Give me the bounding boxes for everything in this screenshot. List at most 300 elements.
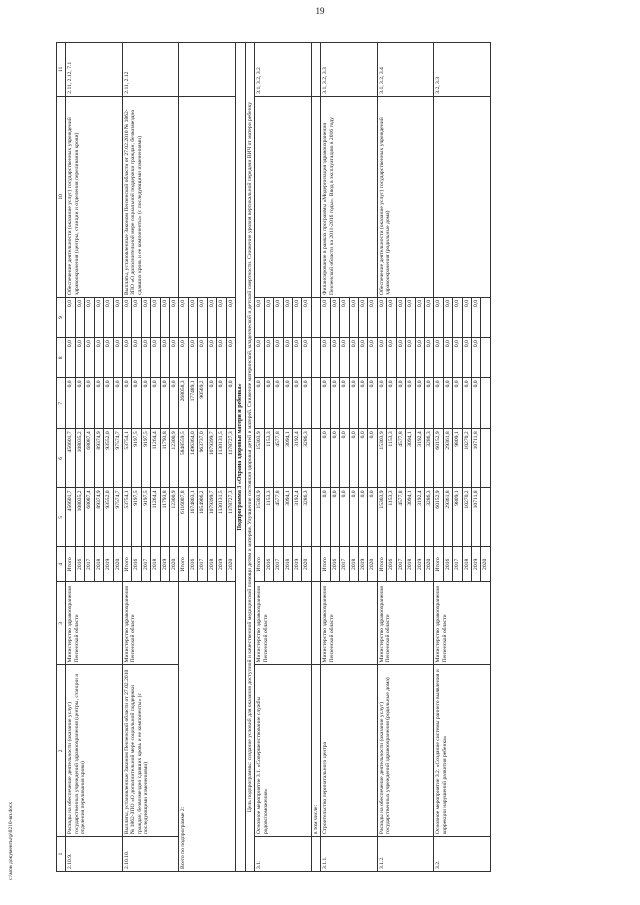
row-result: Финансирование в рамках программы «Модернизация здравоохранения Пензенской области на 2011-2016 годы». Ввод в эксплуатацию в 2016 году: [321, 96, 378, 297]
value-cell: 3286,3: [424, 488, 433, 547]
value-cell: 10711,8: [472, 429, 481, 488]
value-cell: 0,0: [358, 429, 367, 488]
program-title: Подпрограмма 3 «Охрана здоровья матери и ребенка»: [236, 43, 246, 872]
value-cell: 108035,2: [75, 429, 84, 488]
empty-cell: [179, 43, 236, 97]
value-cell: 1130131,5: [217, 488, 226, 547]
footer: [8, 600, 18, 880]
row-year: 2017: [85, 547, 94, 582]
value-cell: 68087,4: [85, 429, 94, 488]
value-cell: 11264,4: [151, 429, 160, 488]
value-cell: 1079399,7: [207, 429, 216, 488]
value-cell: 0,0: [188, 338, 197, 378]
value-cell: 0,0: [387, 297, 396, 337]
row-year: 2016: [75, 547, 84, 582]
table-row: [434, 43, 443, 872]
value-cell: 0,0: [462, 378, 471, 429]
col-header: 5: [57, 488, 66, 547]
value-cell: 0,0: [122, 297, 131, 337]
value-cell: 0,0: [198, 338, 207, 378]
row-name: Выплаты, установленные Законом Пензенской области от 27.02.2010 № 1862-ЗПО «О дополнительной мере социальной поддержки граждан, безвозмездно сдавших кровь и ее компоненты» (с последующими изменениями): [122, 665, 179, 837]
value-cell: 0,0: [368, 378, 377, 429]
value-cell: 0,0: [358, 297, 367, 337]
row-year: 2018: [207, 547, 216, 582]
subprogram-3-header: [236, 43, 255, 872]
value-cell: 0,0: [283, 338, 292, 378]
value-cell: 0,0: [255, 297, 264, 337]
value-cell: 0,0: [472, 297, 481, 337]
col-header: 6: [57, 429, 66, 488]
value-cell: 0,0: [415, 378, 424, 429]
empty-cell: [311, 297, 320, 337]
row-year: 2017: [453, 547, 462, 582]
value-cell: [481, 429, 490, 488]
value-cell: 90569,2: [198, 378, 207, 429]
row-year: Итого: [122, 547, 131, 582]
row-indicators: 2.11, 2.12, 7.1: [66, 43, 123, 97]
value-cell: 0,0: [340, 429, 349, 488]
value-cell: 0,0: [179, 297, 188, 337]
page-number: 19: [315, 6, 325, 16]
row-indicators: 2.11, 2.12: [122, 43, 179, 97]
row-year: 2017: [141, 547, 150, 582]
value-cell: 0,0: [453, 338, 462, 378]
value-cell: 0,0: [340, 297, 349, 337]
value-cell: 0,0: [264, 338, 273, 378]
row-year: 2018: [349, 547, 358, 582]
value-cell: 97574,7: [113, 488, 122, 547]
row-indicators: 3.1, 3.2, 3.3: [321, 43, 378, 97]
value-cell: 3192,4: [293, 429, 302, 488]
value-cell: 10711,8: [472, 488, 481, 547]
row-year: 2018: [151, 547, 160, 582]
value-cell: 0,0: [264, 378, 273, 429]
value-cell: 0,0: [94, 338, 103, 378]
table-row: [377, 43, 386, 872]
value-cell: 0,0: [377, 297, 386, 337]
value-cell: 15303,9: [255, 488, 264, 547]
value-cell: 4577,8: [274, 488, 283, 547]
value-cell: 177489,1: [188, 378, 197, 429]
value-cell: 0,0: [141, 297, 150, 337]
value-cell: 0,0: [368, 429, 377, 488]
row-name: в том числе:: [311, 665, 320, 837]
value-cell: 0,0: [377, 378, 386, 429]
value-cell: 1674803,1: [188, 488, 197, 547]
value-cell: 0,0: [349, 488, 358, 547]
row-year: Итого: [377, 547, 386, 582]
value-cell: 0,0: [443, 297, 452, 337]
table-row: [321, 43, 330, 872]
value-cell: 0,0: [453, 297, 462, 337]
value-cell: 0,0: [85, 378, 94, 429]
empty-cell: [311, 96, 320, 297]
row-year: 2018: [462, 547, 471, 582]
value-cell: 0,0: [443, 378, 452, 429]
value-cell: 9809,1: [453, 429, 462, 488]
row-year: 2016: [264, 547, 273, 582]
value-cell: 0,0: [321, 338, 330, 378]
value-cell: 0,0: [85, 338, 94, 378]
value-cell: 0,0: [453, 378, 462, 429]
value-cell: 0,0: [387, 338, 396, 378]
value-cell: 0,0: [66, 378, 75, 429]
value-cell: 0,0: [434, 297, 443, 337]
value-cell: 0,0: [170, 297, 179, 337]
row-executor: Министерство здравоохранения Пензенской области: [377, 582, 434, 665]
value-cell: 0,0: [113, 297, 122, 337]
value-cell: 0,0: [424, 297, 433, 337]
empty-cell: [311, 43, 320, 97]
value-cell: 0,0: [274, 297, 283, 337]
row-year: 2020: [113, 547, 122, 582]
value-cell: 1130131,5: [217, 429, 226, 488]
rotated-table-wrapper: [56, 42, 586, 872]
value-cell: 0,0: [104, 378, 113, 429]
value-cell: 0,0: [349, 297, 358, 337]
row-name: Расходы на обеспечение деятельности (оказание услуг) государственных учреждений здравоохранения (родильные дома): [377, 665, 434, 837]
value-cell: 0,0: [340, 378, 349, 429]
value-cell: 0,0: [330, 429, 339, 488]
row-year: 2017: [340, 547, 349, 582]
empty-cell: [179, 96, 236, 297]
value-cell: 0,0: [198, 297, 207, 337]
empty-cell: [311, 378, 320, 429]
row-name: Расходы на обеспечение деятельности (оказание услуг) государственных учреждений здравоохранения (центры, станции и отделения переливания крови): [66, 665, 123, 837]
value-cell: 1178727,3: [226, 488, 235, 547]
value-cell: [481, 378, 490, 429]
row-result: Обеспечение деятельности (оказание услуг) государственных учреждений здравоохранения (родильные дома): [377, 96, 434, 297]
value-cell: 0,0: [141, 338, 150, 378]
value-cell: 0,0: [160, 338, 169, 378]
value-cell: 0,0: [396, 297, 405, 337]
value-cell: 0,0: [434, 378, 443, 429]
row-year: 2020: [170, 547, 179, 582]
row-year: 2020: [368, 547, 377, 582]
value-cell: 3094,1: [283, 429, 292, 488]
value-cell: 29361,8: [443, 488, 452, 547]
value-cell: 0,0: [255, 378, 264, 429]
value-cell: 0,0: [207, 338, 216, 378]
value-cell: 0,0: [283, 378, 292, 429]
value-cell: 0,0: [160, 378, 169, 429]
value-cell: 12300,9: [170, 488, 179, 547]
total-label: Всего по подпрограмме 2:: [179, 582, 236, 872]
col-header: 2: [57, 665, 66, 837]
col-header: 8: [57, 338, 66, 378]
value-cell: 89374,9: [94, 429, 103, 488]
value-cell: 68087,4: [85, 488, 94, 547]
row-name: Строительство перинатального центра: [321, 665, 378, 837]
row-number: 3.1.: [255, 837, 312, 872]
table-row: [122, 43, 131, 872]
value-cell: 4577,8: [396, 429, 405, 488]
footer-path: c:\мои документы\р\0210-вп.docx: [8, 801, 14, 880]
row-year: 2016: [443, 547, 452, 582]
value-cell: 60152,9: [434, 488, 443, 547]
value-cell: 963737,0: [198, 429, 207, 488]
value-cell: 3192,4: [293, 488, 302, 547]
value-cell: 9197,5: [132, 488, 141, 547]
value-cell: 0,0: [406, 338, 415, 378]
value-cell: 0,0: [424, 338, 433, 378]
row-year: 2019: [358, 547, 367, 582]
subprogram-2-total: [179, 43, 236, 872]
row-year: 2019: [472, 547, 481, 582]
value-cell: 1054906,2: [198, 488, 207, 547]
value-cell: 0,0: [406, 378, 415, 429]
value-cell: 0,0: [302, 338, 311, 378]
row-indicators: 3.2, 3.3: [434, 43, 491, 97]
row-year: Итого: [179, 547, 188, 582]
value-cell: 0,0: [330, 338, 339, 378]
value-cell: 0,0: [104, 297, 113, 337]
row-year: 2020: [481, 547, 490, 582]
empty-cell: [311, 547, 320, 582]
row-year: 2018: [94, 547, 103, 582]
value-cell: 3286,3: [302, 429, 311, 488]
value-cell: 0,0: [472, 338, 481, 378]
value-cell: 89374,9: [94, 488, 103, 547]
value-cell: 0,0: [349, 378, 358, 429]
value-cell: 0,0: [358, 378, 367, 429]
col-header: 10: [57, 96, 66, 297]
value-cell: 0,0: [217, 338, 226, 378]
value-cell: 0,0: [472, 378, 481, 429]
value-cell: 0,0: [358, 488, 367, 547]
row-year: Итого: [255, 547, 264, 582]
value-cell: 0,0: [424, 378, 433, 429]
value-cell: 3192,4: [415, 488, 424, 547]
row-year: 2018: [283, 547, 292, 582]
value-cell: 3094,1: [283, 488, 292, 547]
value-cell: 0,0: [293, 338, 302, 378]
value-cell: 0,0: [330, 378, 339, 429]
empty-cell: [311, 429, 320, 488]
value-cell: 0,0: [321, 378, 330, 429]
value-cell: 0,0: [462, 297, 471, 337]
row-number: [311, 837, 320, 872]
value-cell: 0,0: [66, 297, 75, 337]
value-cell: 1178727,3: [226, 429, 235, 488]
value-cell: 3094,1: [406, 429, 415, 488]
row-year: 2019: [293, 547, 302, 582]
value-cell: 0,0: [302, 297, 311, 337]
row-year: 2016: [132, 547, 141, 582]
value-cell: 4577,8: [274, 429, 283, 488]
value-cell: 53754,1: [122, 429, 131, 488]
value-cell: 0,0: [255, 338, 264, 378]
value-cell: 0,0: [293, 297, 302, 337]
value-cell: 0,0: [387, 378, 396, 429]
value-cell: 9809,1: [453, 488, 462, 547]
value-cell: 0,0: [330, 488, 339, 547]
value-cell: 9197,5: [141, 488, 150, 547]
subprogram-3-rows: [255, 43, 491, 872]
col-header: 7: [57, 378, 66, 429]
row-year: 2016: [387, 547, 396, 582]
col-header: 3: [57, 582, 66, 665]
value-cell: 0,0: [406, 297, 415, 337]
value-cell: 0,0: [321, 429, 330, 488]
value-cell: 15303,9: [377, 429, 386, 488]
value-cell: 10270,2: [462, 429, 471, 488]
value-cell: 0,0: [160, 297, 169, 337]
value-cell: 0,0: [132, 378, 141, 429]
value-cell: 97574,7: [113, 429, 122, 488]
value-cell: 60152,9: [434, 429, 443, 488]
table-row: [311, 43, 320, 872]
value-cell: 11793,8: [160, 429, 169, 488]
value-cell: 0,0: [122, 378, 131, 429]
row-year: 2020: [226, 547, 235, 582]
value-cell: 0,0: [462, 338, 471, 378]
col-header: 1: [57, 837, 66, 872]
row-year: Итого: [434, 547, 443, 582]
value-cell: 0,0: [443, 338, 452, 378]
value-cell: 0,0: [226, 297, 235, 337]
value-cell: 0,0: [217, 378, 226, 429]
value-cell: 1153,3: [387, 429, 396, 488]
row-executor: Министерство здравоохранения Пензенской области: [321, 582, 378, 665]
value-cell: 0,0: [226, 378, 235, 429]
row-name: Основное мероприятие 3.2. «Создание системы раннего выявления и коррекции нарушений развития ребенка»: [434, 665, 491, 837]
value-cell: 0,0: [274, 338, 283, 378]
value-cell: 0,0: [368, 297, 377, 337]
value-cell: 0,0: [340, 338, 349, 378]
row-year: 2017: [198, 547, 207, 582]
subprogram-2-rows: [66, 43, 179, 872]
row-executor: Министерство здравоохранения Пензенской области: [66, 582, 123, 665]
table-row: [179, 43, 188, 872]
program-goal: Цель подпрограммы: создание условий для оказания доступной и качественной медицинской помощи детям и матерям. Улучшение состояния здоровья детей и матерей. Снижение материнской, младенческой и детской смертности. Снижение уровня вертикальной передачи ВИЧ от матери ребенку: [245, 43, 254, 872]
value-cell: 0,0: [415, 338, 424, 378]
value-cell: 0,0: [340, 488, 349, 547]
value-cell: 0,0: [396, 338, 405, 378]
value-cell: 0,0: [226, 338, 235, 378]
value-cell: 9197,5: [141, 429, 150, 488]
value-cell: 0,0: [368, 338, 377, 378]
value-cell: 0,0: [283, 297, 292, 337]
value-cell: 0,0: [217, 297, 226, 337]
value-cell: 1079399,7: [207, 488, 216, 547]
value-cell: 0,0: [122, 338, 131, 378]
value-cell: 0,0: [170, 338, 179, 378]
row-year: 2019: [415, 547, 424, 582]
value-cell: 0,0: [113, 338, 122, 378]
value-cell: 0,0: [377, 338, 386, 378]
value-cell: 1153,3: [387, 488, 396, 547]
value-cell: 53754,1: [122, 488, 131, 547]
value-cell: 0,0: [188, 297, 197, 337]
value-cell: 456601,7: [66, 488, 75, 547]
row-year: 2018: [406, 547, 415, 582]
value-cell: 0,0: [321, 488, 330, 547]
value-cell: 0,0: [274, 378, 283, 429]
value-cell: 0,0: [207, 297, 216, 337]
value-cell: 0,0: [113, 378, 122, 429]
value-cell: 0,0: [207, 378, 216, 429]
value-cell: 0,0: [179, 338, 188, 378]
value-cell: 0,0: [75, 378, 84, 429]
value-cell: 0,0: [321, 297, 330, 337]
row-year: 2017: [274, 547, 283, 582]
row-year: 2016: [188, 547, 197, 582]
row-year: 2019: [217, 547, 226, 582]
empty-cell: [311, 582, 320, 665]
value-cell: 11793,8: [160, 488, 169, 547]
value-cell: 0,0: [75, 338, 84, 378]
value-cell: 1153,3: [264, 429, 273, 488]
value-cell: 0,0: [94, 378, 103, 429]
value-cell: 5848559,5: [179, 429, 188, 488]
row-indicators: 3.1, 3.2, 3.4: [377, 43, 434, 97]
table-row: [255, 43, 264, 872]
value-cell: 93552,0: [104, 429, 113, 488]
row-executor: Министерство здравоохранения Пензенской области: [434, 582, 491, 665]
value-cell: 1153,3: [264, 488, 273, 547]
value-cell: 0,0: [358, 338, 367, 378]
value-cell: 6116007,8: [179, 488, 188, 547]
value-cell: [481, 338, 490, 378]
row-year: 2019: [104, 547, 113, 582]
header-row: [57, 43, 66, 872]
value-cell: 4577,8: [396, 488, 405, 547]
value-cell: 3094,1: [406, 488, 415, 547]
value-cell: 15303,9: [255, 429, 264, 488]
row-result: [434, 96, 491, 297]
row-year: 2019: [160, 547, 169, 582]
row-indicators: 3.1, 3.2, 3.2: [255, 43, 312, 97]
row-number: 2.10.10.: [122, 837, 179, 872]
row-executor: Министерство здравоохранения Пензенской области: [255, 582, 312, 665]
value-cell: 0,0: [349, 338, 358, 378]
value-cell: 12300,9: [170, 429, 179, 488]
row-result: Выплаты, установленные Законом Пензенской области от 27.02.2010 № 1862-ЗПО «О дополнительной мере социальной поддержки граждан, безвозмездно сдавших кровь и ее компоненты» (с последующими изменениями): [122, 96, 179, 297]
row-number: 3.1.2.: [377, 837, 434, 872]
value-cell: 0,0: [104, 338, 113, 378]
value-cell: 0,0: [151, 378, 160, 429]
value-cell: 0,0: [330, 297, 339, 337]
row-result: Обеспечение деятельности (оказание услуг) государственных учреждений здравоохранения (центры, станции и отделения переливания крови): [66, 96, 123, 297]
value-cell: 456601,7: [66, 429, 75, 488]
value-cell: 3286,3: [424, 429, 433, 488]
value-cell: 1496364,0: [188, 429, 197, 488]
value-cell: 0,0: [151, 338, 160, 378]
value-cell: 11264,4: [151, 488, 160, 547]
row-year: Итого: [321, 547, 330, 582]
value-cell: 0,0: [293, 378, 302, 429]
row-year: Итого: [66, 547, 75, 582]
row-number: 3.1.1.: [321, 837, 378, 872]
value-cell: 0,0: [85, 297, 94, 337]
row-number: 3.2.: [434, 837, 491, 872]
value-cell: 0,0: [151, 297, 160, 337]
value-cell: 9197,5: [132, 429, 141, 488]
budget-table: [56, 42, 491, 872]
value-cell: 0,0: [368, 488, 377, 547]
col-header: 9: [57, 297, 66, 337]
row-executor: Министерство здравоохранения Пензенской области: [122, 582, 179, 665]
row-name: Основное мероприятие 3.1. «Совершенствование службы родовспоможения»: [255, 665, 312, 837]
value-cell: [481, 488, 490, 547]
row-year: 2016: [330, 547, 339, 582]
value-cell: 0,0: [349, 429, 358, 488]
value-cell: 0,0: [302, 378, 311, 429]
value-cell: 0,0: [132, 297, 141, 337]
col-header: 11: [57, 43, 66, 97]
value-cell: 0,0: [264, 297, 273, 337]
